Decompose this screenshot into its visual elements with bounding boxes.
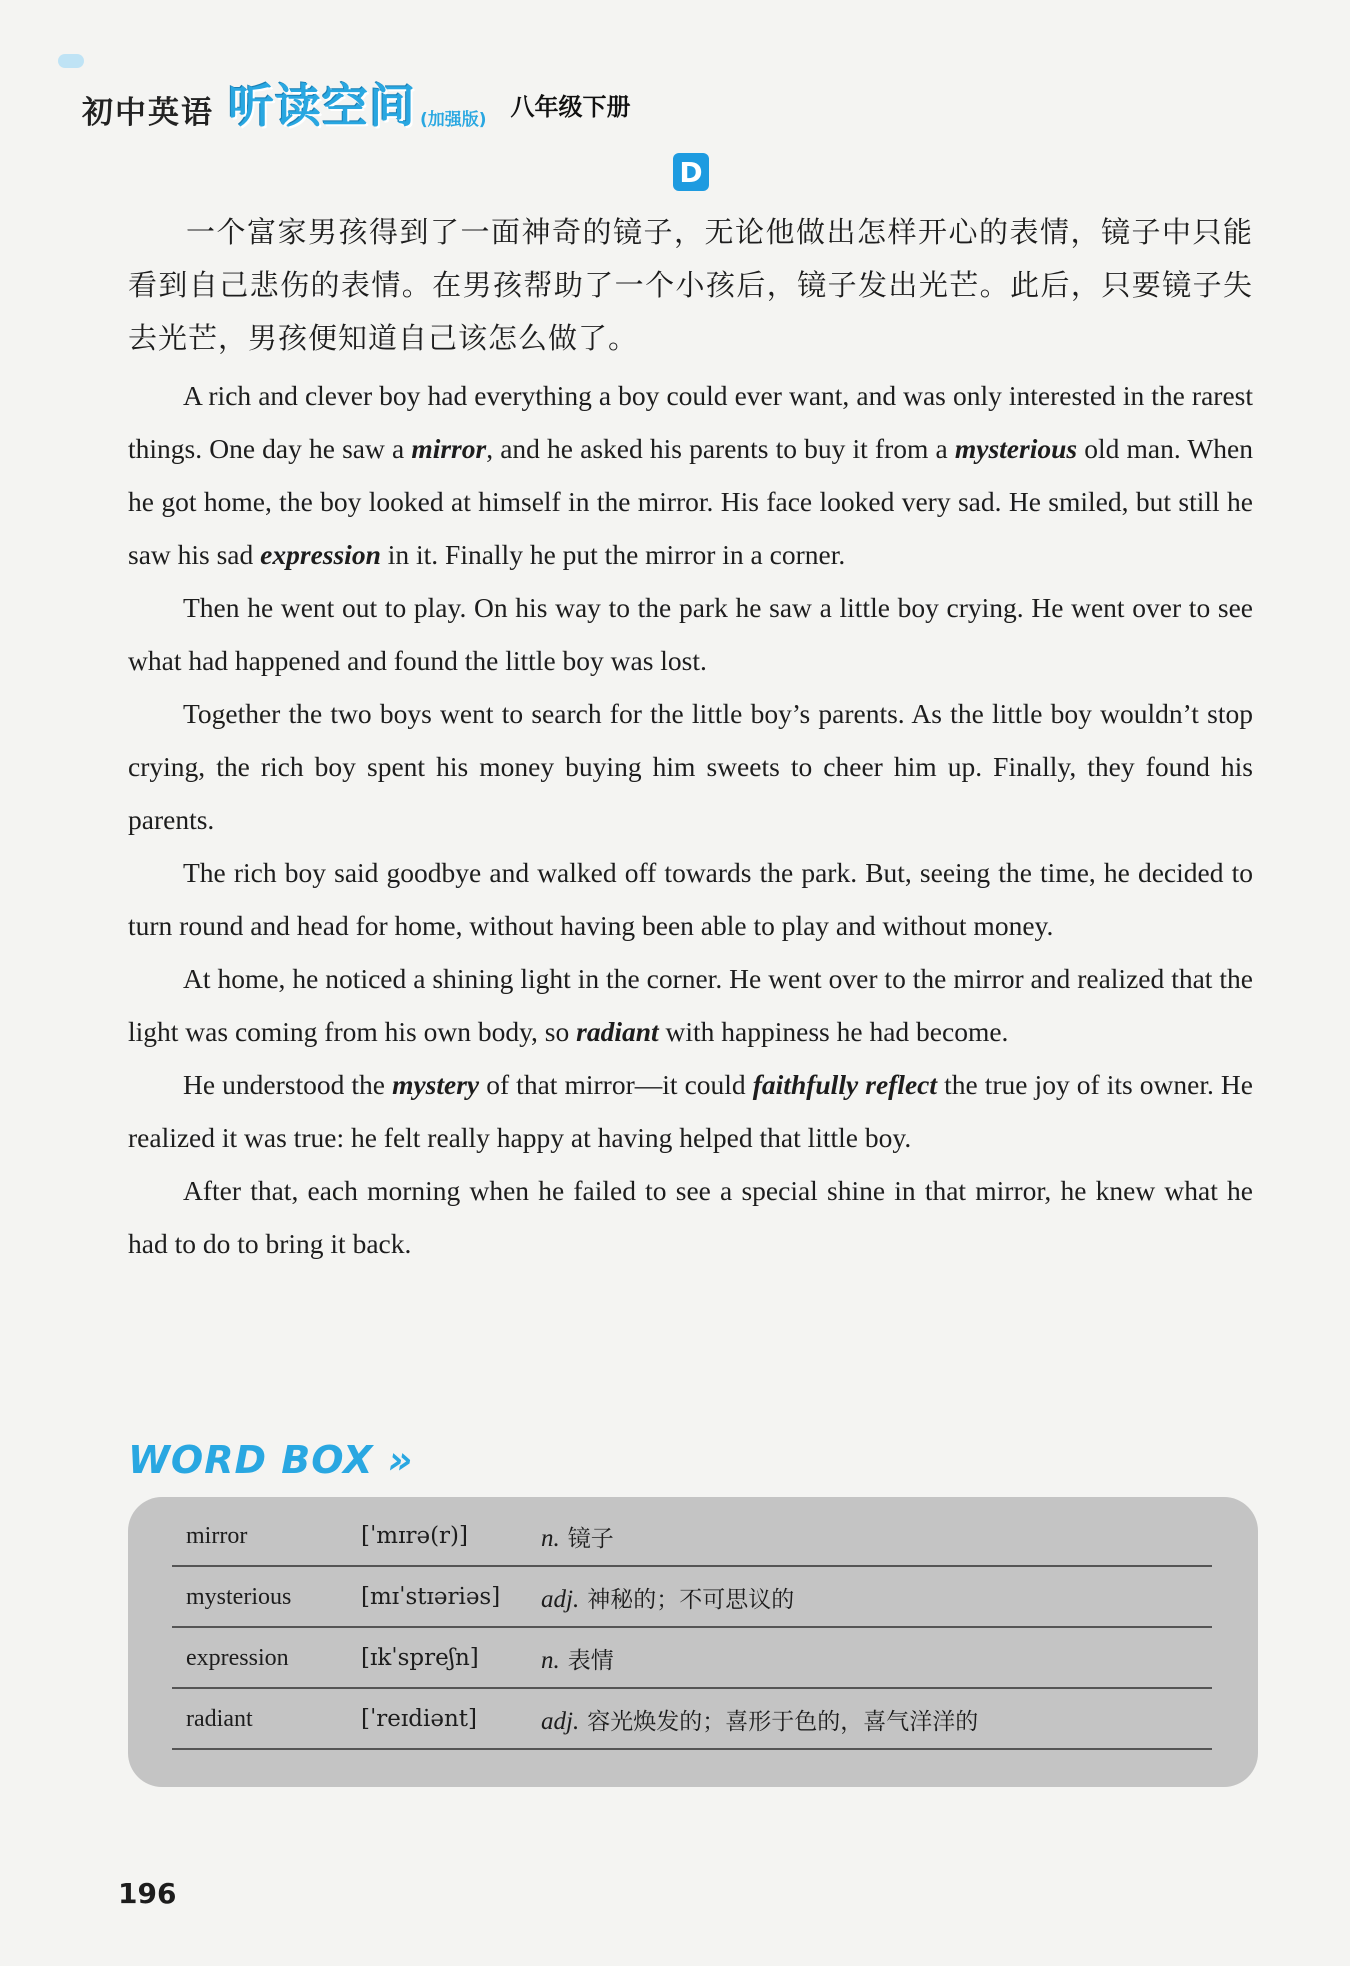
paragraph-2: Then he went out to play. On his way to the park he saw a little boy crying. He went over to see what had happened and found the little boy was lost. — [128, 592, 1253, 676]
section-badge: D — [673, 153, 709, 191]
word-entry — [172, 1690, 1212, 1750]
entry-phonetic: [ˈreɪdiənt] — [361, 1706, 477, 1732]
entry-phonetic: [mɪˈstɪəriəs] — [361, 1584, 501, 1610]
paragraph-5 — [128, 952, 1253, 1058]
entry-pos: n. — [541, 1524, 560, 1552]
entry-definition — [541, 1642, 614, 1675]
brand-logo: 听读空间 — [228, 79, 416, 133]
entry-definition — [541, 1703, 978, 1736]
grade-label: 八年级下册 — [510, 93, 631, 121]
entry-phonetic: [ˈmɪrə(r)] — [361, 1523, 468, 1549]
chinese-summary: 一个富家男孩得到了一面神奇的镜子，无论他做出怎样开心的表情，镜子中只能看到自己悲伤的表情。在男孩帮助了一个小孩后，镜子发出光芒。此后，只要镜子失去光芒，男孩便知道自己该怎么做了。 — [128, 215, 1253, 355]
text-run: in it. Finally he put the mirror in a corner. — [380, 539, 846, 570]
keyword-mysterious: mysterious — [954, 433, 1078, 464]
paragraph-3: Together the two boys went to search for the little boy’s parents. As the little boy wouldn’t stop crying, the rich boy spent his money buying him sweets to cheer him up. Finally, they found his parents. — [128, 698, 1253, 835]
text-run: , and he asked his parents to buy it from a — [486, 433, 955, 464]
page-header — [82, 62, 631, 132]
entry-word: mysterious — [186, 1583, 292, 1610]
entry-phonetic: [ɪkˈspreʃn] — [361, 1645, 479, 1671]
entry-meaning: 镜子 — [567, 1525, 614, 1552]
entry-pos: adj. — [541, 1585, 580, 1613]
keyword-expression: expression — [260, 539, 381, 570]
entry-pos: n. — [541, 1646, 560, 1674]
keyword-radiant: radiant — [576, 1016, 659, 1047]
paragraph-4: The rich boy said goodbye and walked off towards the park. But, seeing the time, he decided to turn round and head for home, without having been able to play and without money. — [128, 857, 1253, 941]
word-entry — [172, 1568, 1212, 1628]
text-run: the true joy of its owner. He realized it was true: he felt really happy at having helped that little boy. — [128, 1069, 1253, 1153]
entry-meaning: 容光焕发的；喜形于色的，喜气洋洋的 — [587, 1708, 979, 1735]
entry-meaning: 神秘的；不可思议的 — [587, 1586, 795, 1613]
entry-definition — [541, 1581, 794, 1614]
edition-label: (加强版) — [420, 110, 487, 130]
entry-meaning: 表情 — [567, 1647, 614, 1674]
entry-definition — [541, 1520, 614, 1553]
text-run: of that mirror—it could — [479, 1069, 753, 1100]
paragraph-6 — [128, 1058, 1253, 1164]
text-run: with happiness he had become. — [658, 1016, 1009, 1047]
keyword-mystery: mystery — [392, 1069, 480, 1100]
entry-pos: adj. — [541, 1707, 580, 1735]
cloud-decoration-icon — [58, 54, 84, 68]
reading-passage — [128, 206, 1253, 1270]
page-number: 196 — [118, 1877, 177, 1910]
word-entry — [172, 1629, 1212, 1689]
text-run: At home, he noticed a shining light in the corner. He went over to the mirror and realized that the light was coming from his own body, so — [128, 963, 1253, 1047]
paragraph-1 — [128, 369, 1253, 581]
entry-word: radiant — [186, 1705, 253, 1732]
text-run: A rich and clever boy had everything a boy could ever want, and was only interested in the rarest things. One day he saw a — [128, 380, 1253, 464]
series-title: 初中英语 — [82, 95, 214, 131]
paragraph-7: After that, each morning when he failed to see a special shine in that mirror, he knew what he had to do to bring it back. — [128, 1175, 1253, 1259]
keyword-mirror: mirror — [411, 433, 487, 464]
entry-word: mirror — [186, 1522, 248, 1549]
keyword-faithfully-reflect: faithfully reflect — [752, 1069, 937, 1100]
text-run: He understood the — [183, 1069, 393, 1100]
text-run: old man. When he got home, the boy looked at himself in the mirror. His face looked very sad. He smiled, but still he saw his sad — [128, 433, 1253, 570]
word-box-title: WORD BOX » — [128, 1438, 414, 1482]
entry-word: expression — [186, 1644, 289, 1671]
word-box — [128, 1497, 1258, 1787]
word-entry — [172, 1507, 1212, 1567]
